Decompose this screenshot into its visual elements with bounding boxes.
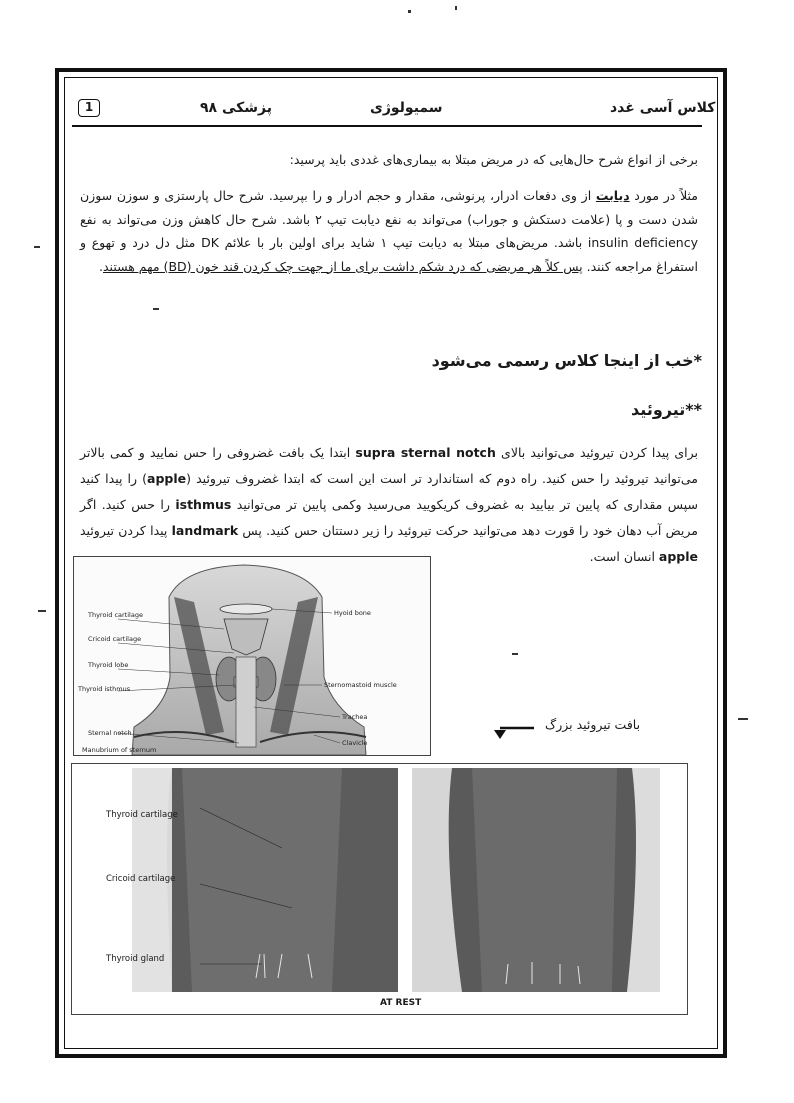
label-hyoid-bone: Hyoid bone	[334, 609, 371, 617]
neck-anatomy-figure	[73, 556, 431, 756]
scan-speck	[455, 6, 457, 10]
term-supra-sternal-notch: supra sternal notch	[355, 445, 496, 460]
label-sternomastoid: Sternomastoid muscle	[324, 681, 397, 689]
label-thyroid-isthmus: Thyroid isthmus	[78, 685, 131, 693]
thyroid-text-6: انسان است.	[589, 549, 659, 564]
label-clavicle: Clavicle	[342, 739, 368, 747]
label-trachea: Trachea	[342, 713, 368, 721]
page-number: 1	[78, 99, 100, 117]
diabetes-underlined: پس کلاً هر مریضی که درد شکم داشت برای ما از جهت چک کردن قند خون (BD) مهم هستند	[102, 258, 583, 274]
thyroid-text-5: پیدا کردن تیروئید	[80, 523, 172, 538]
xray-caption: AT REST	[380, 998, 422, 1008]
thyroid-text-1: برای پیدا کردن تیروئید می‌توانید بالای	[495, 445, 698, 460]
diabetes-text-a: مثلاً در مورد	[629, 188, 698, 203]
term-landmark: landmark	[171, 523, 239, 538]
label-thyroid-cartilage: Thyroid cartilage	[88, 611, 143, 619]
label-manubrium: Manubrium of sternum	[82, 746, 157, 754]
neck-photo-right	[412, 768, 660, 992]
section-heading-class: *خب از اینجا کلاس رسمی می‌شود	[431, 351, 702, 370]
scan-speck	[408, 10, 411, 13]
intro-paragraph: برخی از انواع شرح حال‌هایی که در مریض مبتلا به بیماری‌های غددی باید پرسید:	[289, 152, 698, 167]
xray-label-thyroid-cartilage: Thyroid cartilage	[106, 810, 178, 820]
thyroid-text-2: ابتدا یک بافت غضروفی را حس نمایید و کمی بالاتر می‌توانید تیروئید را حس کنید. راه دوم که استاندارد تر است این است که ابتدا غضروف تیروئید (	[80, 445, 698, 486]
header-right: کلاس آسی غدد	[610, 100, 716, 116]
scan-speck	[34, 246, 40, 248]
header-left: پزشکی ۹۸	[200, 100, 273, 116]
term-apple-2: apple	[658, 549, 698, 564]
diabetes-paragraph	[80, 184, 698, 278]
diabetes-text-b: از وی دفعات ادرار، پرنوشی، مقدار و حجم ادرار و را بپرسید. شرح حال پارستزی و سوزن سوزن شدن دست و پا (علامت دستکش و جوراب) می‌تواند به نفع دیابت تیپ ۲ باشد. شرح حال کاهش وزن می‌تواند به نفع insulin deficiency باشد. مریض‌های مبتلا به دیابت تیپ ۱ شاید برای اولین بار با علائم DK مثل دل درد و تهوع و استفراغ مراجعه کنند.	[80, 188, 698, 274]
header-center: سمیولوژی	[370, 100, 443, 116]
neck-anatomy-illustration	[74, 557, 431, 756]
thyroid-paragraph	[80, 440, 698, 570]
label-cricoid-cartilage: Cricoid cartilage	[88, 635, 142, 643]
xray-label-thyroid-gland: Thyroid gland	[106, 954, 165, 964]
xray-label-cricoid-cartilage: Cricoid cartilage	[106, 874, 176, 884]
scan-speck	[738, 718, 748, 720]
scan-speck	[38, 610, 46, 612]
header-rule	[72, 125, 702, 127]
term-apple: apple	[147, 471, 187, 486]
thyroid-text-3: ) را پیدا کنید سپس مقداری که پایین تر بیایید به غضروف کریکویید می‌رسید وکمی پایین تر می‌توانید	[80, 471, 698, 512]
diabetes-text-end: .	[99, 258, 103, 274]
arrow-left-down-icon	[492, 724, 536, 740]
section-heading-thyroid: **تیروئید	[631, 400, 702, 419]
term-isthmus: isthmus	[175, 497, 232, 512]
enlarged-thyroid-caption: بافت تیروئید بزرگ	[545, 717, 641, 732]
neck-photo-right-art	[412, 768, 660, 992]
diabetes-keyword: دیابت	[595, 188, 630, 203]
label-sternal-notch: Sternal notch	[88, 729, 132, 737]
neck-photo-figure	[71, 763, 688, 1015]
label-thyroid-lobe: Thyroid lobe	[88, 661, 129, 669]
thyroid-text-4: را حس کنید. اگر مریض آب دهان خود را قورت دهد می‌توانید حرکت تیروئید را زیر دستتان حس کنید. پس	[80, 497, 698, 538]
